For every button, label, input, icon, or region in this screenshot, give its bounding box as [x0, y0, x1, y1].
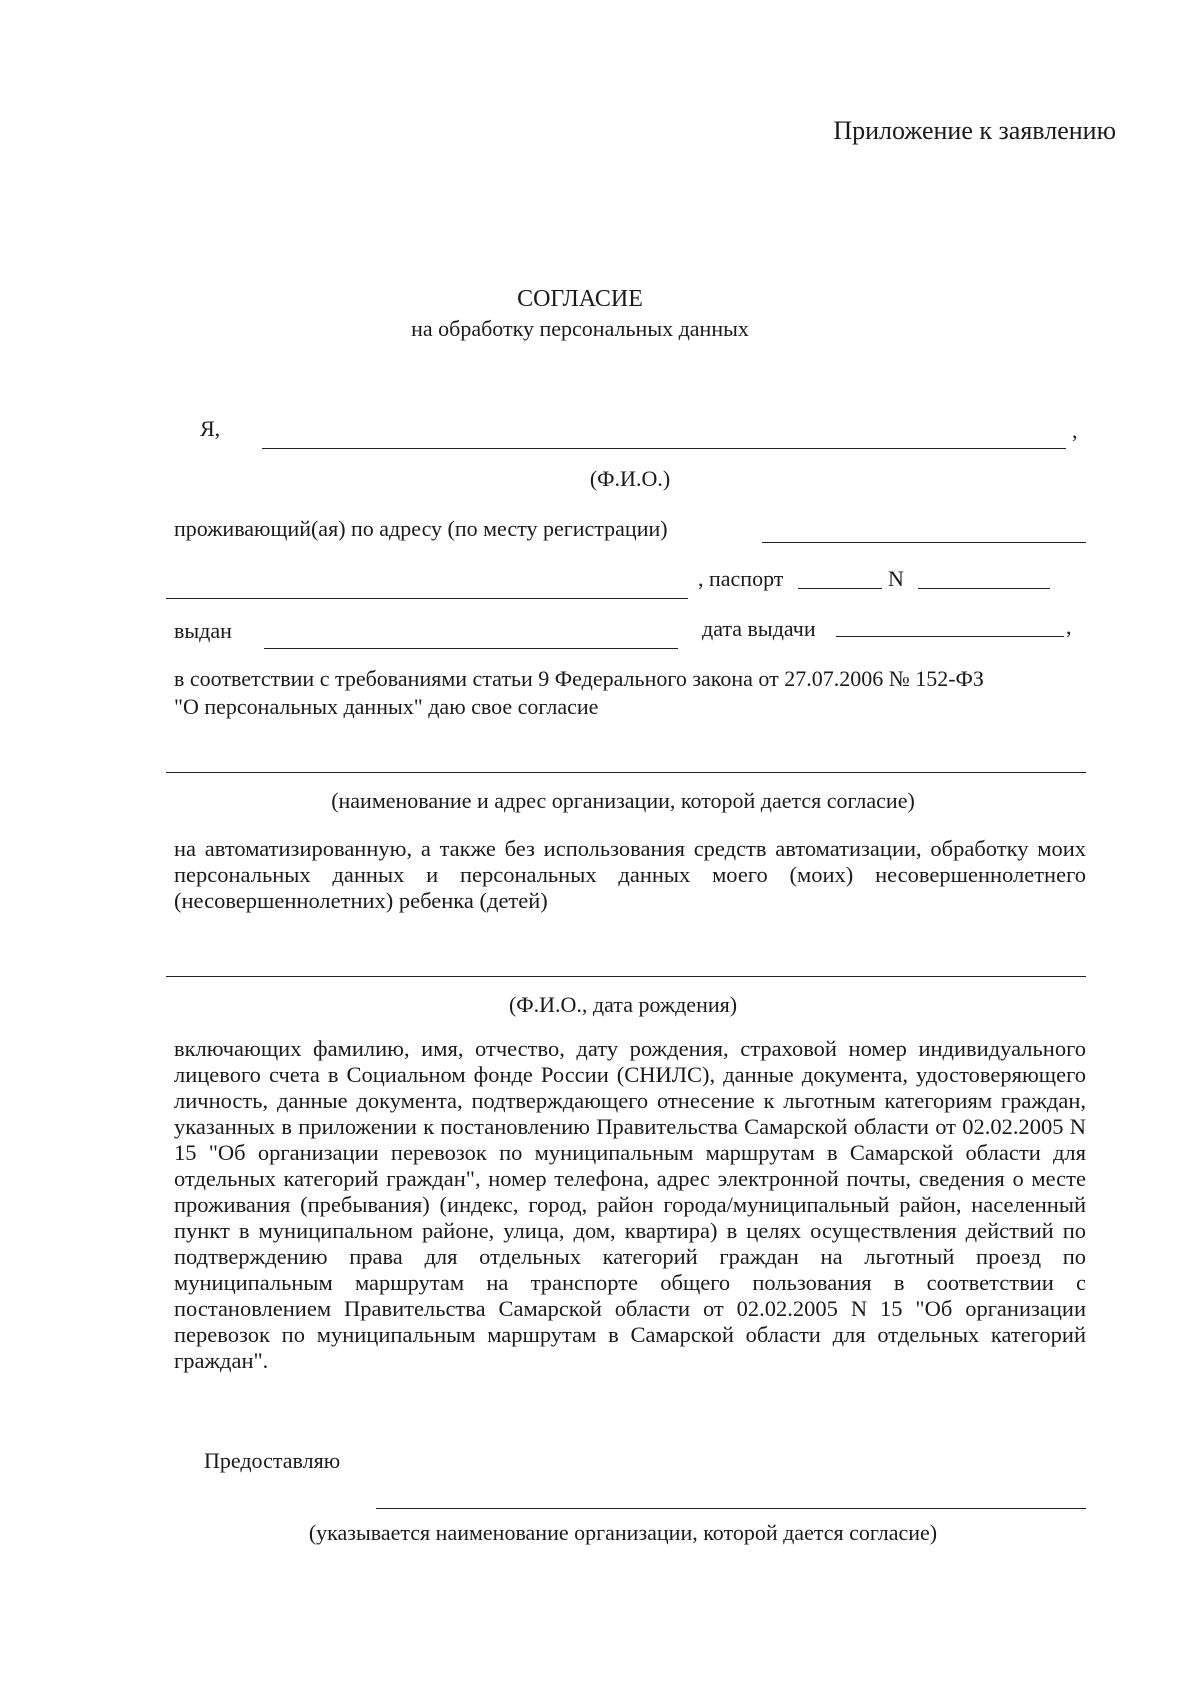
address-field-line-2[interactable]: [166, 598, 688, 599]
child-caption: (Ф.И.О., дата рождения): [508, 992, 738, 1017]
fio-caption: (Ф.И.О.): [589, 466, 671, 491]
provide-organization-line[interactable]: [376, 1508, 1086, 1509]
child-field-line[interactable]: [166, 976, 1086, 977]
law-reference-line-1: в соответствии с требованиями статьи 9 Федерального закона от 27.07.2006 № 152-ФЗ: [174, 666, 984, 691]
address-label: проживающий(ая) по адресу (по месту регистрации): [174, 516, 668, 541]
law-reference-line-2: "О персональных данных" даю свое согласие: [174, 694, 599, 719]
provide-caption: (указывается наименование организации, которой дается согласие): [308, 1520, 938, 1545]
provide-label: Предоставляю: [204, 1448, 341, 1473]
issue-date-comma: ,: [1066, 614, 1072, 639]
issue-date-label: дата выдачи: [702, 616, 816, 641]
issued-label: выдан: [174, 618, 232, 643]
fio-field-line[interactable]: [262, 448, 1066, 449]
appendix-heading: Приложение к заявлению: [833, 116, 1116, 145]
fio-comma: ,: [1072, 418, 1078, 443]
passport-n-label: N: [888, 566, 904, 591]
organization-caption: (наименование и адрес организации, которой дается согласие): [331, 788, 915, 813]
processing-paragraph: на автоматизированную, а также без использования средств автоматизации, обработку моих персональных данных и персональных данных моего (моих) несовершеннолетнего (несовершеннолетних) ребенка (детей): [174, 836, 1086, 913]
including-paragraph: включающих фамилию, имя, отчество, дату рождения, страховой номер индивидуального лицевого счета в Социальном фонде России (СНИЛС), данные документа, удостоверяющего личность, данные документа, подтверждающего отнесение к льготным категориям граждан, указанных в приложении к постановлению Правительства Самарской области от 02.02.2005 N 15 "Об организации перевозок по муниципальным маршрутам в Самарской области для отдельных категорий граждан", номер телефона, адрес электронной почты, сведения о месте проживания (пребывания) (индекс, город, район города/муниципальный район, населенный пункт в муниципальном районе, улица, дом, квартира) в целях осуществления действий по подтверждению права для отдельных категорий граждан на льготный проезд по муниципальным маршрутам на транспорте общего пользования в соответствии с постановлением Правительства Самарской области от 02.02.2005 N 15 "Об организации перевозок по муниципальным маршрутам в Самарской области для отдельных категорий граждан".: [174, 1036, 1086, 1373]
passport-number-line[interactable]: [918, 588, 1050, 589]
passport-label: , паспорт: [698, 566, 784, 591]
issue-date-line[interactable]: [836, 636, 1064, 637]
i-label: Я,: [200, 416, 221, 441]
document-title: СОГЛАСИЕ: [517, 286, 643, 312]
organization-field-line[interactable]: [166, 772, 1086, 773]
address-field-line[interactable]: [762, 542, 1086, 543]
passport-series-line[interactable]: [798, 588, 882, 589]
issued-by-line[interactable]: [264, 648, 678, 649]
document-subtitle: на обработку персональных данных: [411, 316, 749, 341]
